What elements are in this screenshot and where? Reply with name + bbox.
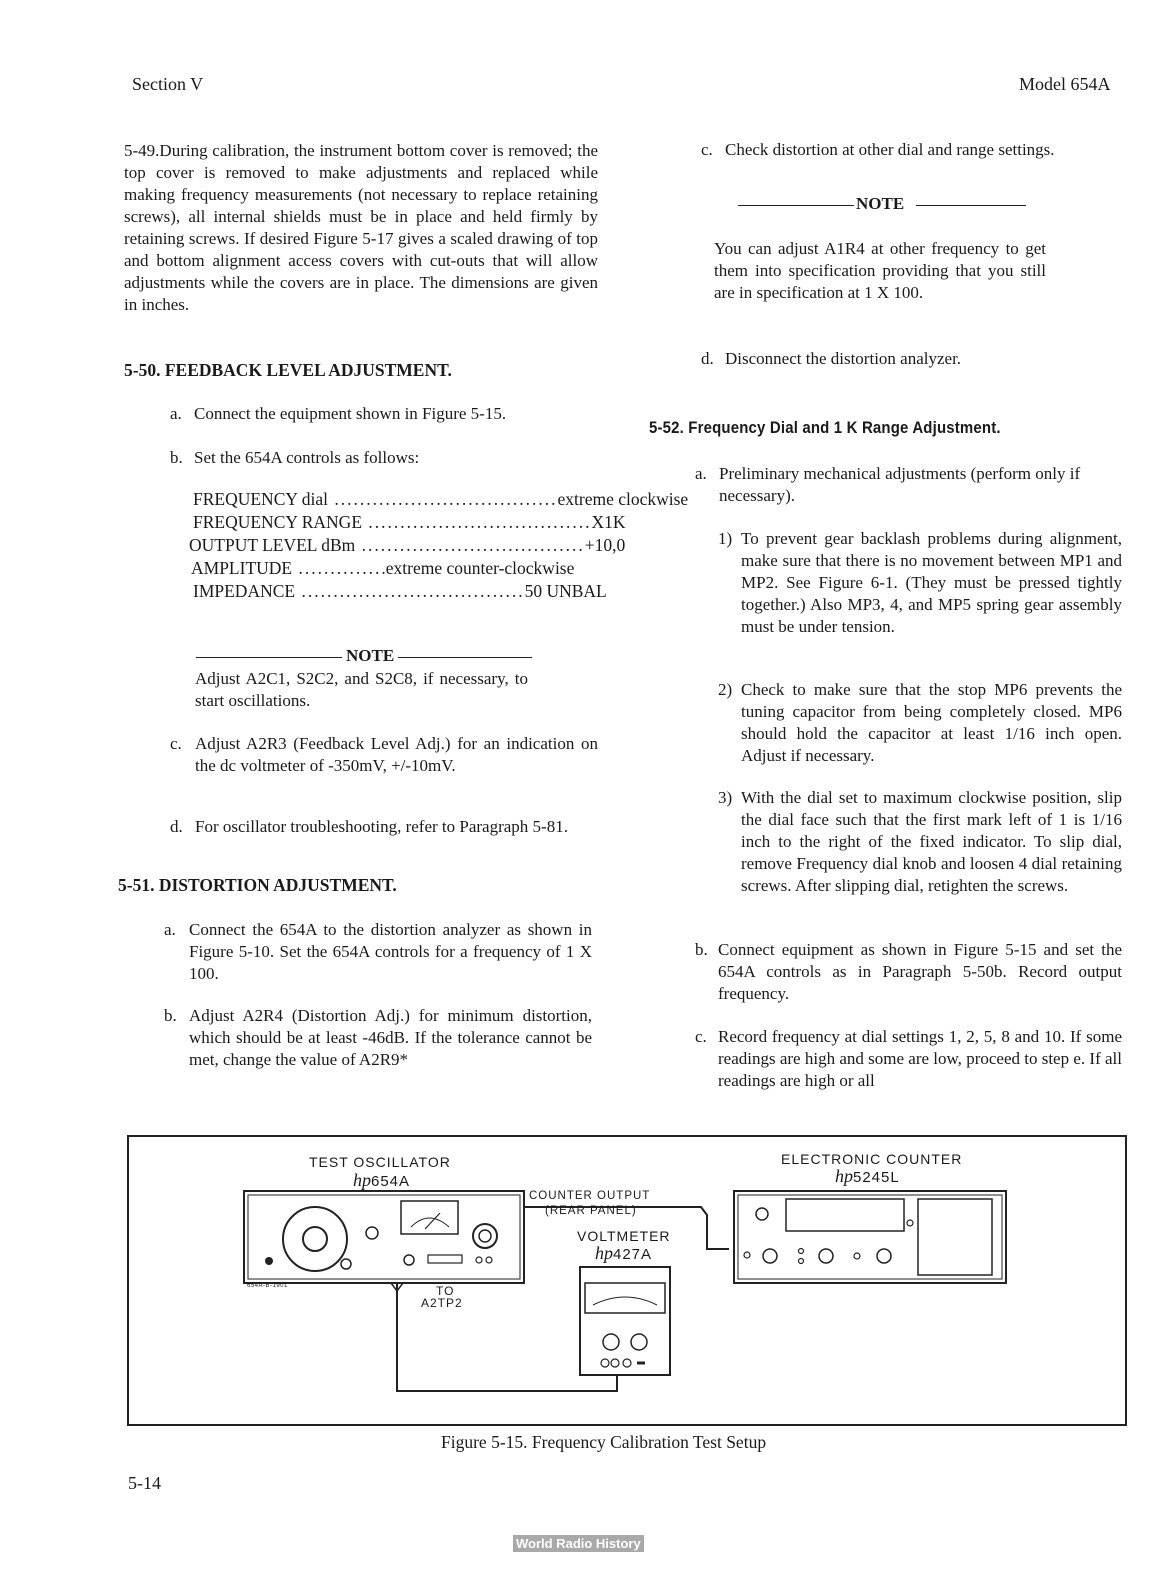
note-text: You can adjust A1R4 at other frequency to get them into specification providing that you still are in specification at 1 X 100. [714, 239, 1046, 302]
settings-row: AMPLITUDE ............. .extreme counter-clockwise [191, 558, 575, 578]
note-divider [196, 646, 532, 670]
test-setup-diagram [129, 1137, 1125, 1424]
counter-input-icon [744, 1252, 750, 1258]
step-text: Check distortion at other dial and range settings. [725, 140, 1055, 159]
settings-row: FREQUENCY RANGE ................................... X1K [193, 512, 626, 532]
step-marker: d. [701, 349, 714, 368]
oscillator-model-label: hp654A [353, 1170, 411, 1190]
hp-logo-mark: hp [353, 1170, 371, 1190]
step-text: With the dial set to maximum clockwise position, slip the dial face such that the first mark left of 1 is 1/16 inch to the right of the fixed indicator. To slip dial, remove Frequency dial knob and loosen 4 dial retaining screws. After slipping dial, retighten the screws. [741, 788, 1122, 895]
power-switch-icon [266, 1258, 272, 1264]
model-label: Model 654A [1019, 74, 1111, 94]
note-label: NOTE [856, 194, 905, 213]
range-knob-icon [341, 1259, 351, 1269]
settings-table [189, 489, 689, 604]
step-marker: b. [695, 940, 708, 959]
hp-logo-mark: hp [835, 1166, 853, 1186]
counter-plug-in-icon [918, 1199, 992, 1275]
amplitude-knob-center-icon [479, 1230, 491, 1242]
counter-body [734, 1191, 1006, 1283]
step-text: Disconnect the distortion analyzer. [725, 349, 962, 368]
sub-step-3 [718, 787, 1122, 897]
figure-5-15 [127, 1135, 1127, 1426]
step-text: For oscillator troubleshooting, refer to Paragraph 5-81. [195, 817, 568, 836]
voltmeter-knob-icon [631, 1334, 647, 1350]
to-label: TO [436, 1284, 455, 1298]
step-marker: 2) [718, 680, 733, 699]
step-5-52b [695, 939, 1122, 1005]
sub-step-2 [718, 679, 1122, 767]
step-marker: d. [170, 817, 183, 836]
voltmeter-terminal-icon [611, 1359, 619, 1367]
oscillator-title: TEST OSCILLATOR [309, 1154, 451, 1170]
step-text: Set the 654A controls as follows: [194, 448, 420, 467]
step-5-52a [695, 463, 1122, 507]
counter-power-icon [756, 1208, 768, 1220]
step-5-51c [701, 139, 1131, 161]
counter-jack-icon [854, 1253, 860, 1259]
rear-panel-label: (REAR PANEL) [545, 1205, 637, 1217]
step-5-50a [170, 403, 600, 425]
step-5-50d [170, 816, 598, 838]
section-label: Section V [132, 74, 204, 94]
figure-caption: Figure 5-15. Frequency Calibration Test Setup [441, 1432, 767, 1452]
step-text: To prevent gear backlash problems during alignment, make sure that there is no movement between MP1 and MP2. See Figure 6-1. (They must be pressed tightly together.) Also MP3, 4, and MP5 spring gear assembly must be under tension. [741, 529, 1122, 636]
step-5-51a [164, 919, 592, 985]
step-text: Record frequency at dial settings 1, 2, 5, 8 and 10. If some readings are high and some are low, proceed to step e. If all readings are high or all [718, 1027, 1122, 1090]
step-marker: c. [701, 140, 713, 159]
counter-display-icon [786, 1199, 904, 1231]
meter-needle-icon [425, 1213, 440, 1229]
oscillator-body [244, 1191, 524, 1283]
step-5-51d [701, 348, 1131, 370]
part-number: 654A-B-1901 [247, 1283, 288, 1289]
heading-5-50: 5-50. FEEDBACK LEVEL ADJUSTMENT. [124, 360, 452, 380]
frequency-dial-icon [283, 1207, 347, 1271]
heading-5-52: 5-52. Frequency Dial and 1 K Range Adjustment. [649, 418, 1001, 437]
page-number: 5-14 [128, 1473, 161, 1493]
step-text: Connect the 654A to the distortion analyzer as shown in Figure 5-10. Set the 654A controls for a frequency of 1 X 100. [189, 920, 592, 983]
step-text: Adjust A2R3 (Feedback Level Adj.) for an indication on the dc voltmeter of -350mV, +/-10mV. [195, 734, 598, 775]
counter-knob-icon [877, 1249, 891, 1263]
counter-indicator-icon [907, 1220, 913, 1226]
step-marker: b. [164, 1006, 177, 1025]
step-marker: a. [164, 920, 176, 939]
step-text: Check to make sure that the stop MP6 prevents the tuning capacitor from being completely closed. MP6 should hold the capacitor at least 1/16 inch open. Adjust if necessary. [741, 680, 1122, 765]
counter-knob-icon [763, 1249, 777, 1263]
step-marker: a. [695, 464, 707, 483]
watermark: World Radio History [513, 1535, 644, 1552]
note-text: Adjust A2C1, S2C2, and S2C8, if necessary, to start oscillations. [195, 669, 528, 710]
step-text: Connect equipment as shown in Figure 5-15 and set the 654A controls as in Paragraph 5-50b. Record output frequency. [718, 940, 1122, 1003]
step-marker: 3) [718, 788, 733, 807]
output-knob-icon [404, 1255, 414, 1265]
note-label: NOTE [346, 646, 395, 665]
counter-model-label: hp5245L [835, 1166, 900, 1186]
output-jack-icon [476, 1257, 482, 1263]
voltmeter-meter-icon [585, 1283, 665, 1313]
counter-panel [738, 1195, 1002, 1279]
counter-output-label: COUNTER OUTPUT [529, 1190, 651, 1202]
settings-row: FREQUENCY dial ................................... extreme clockwise [193, 489, 689, 509]
heading-5-51: 5-51. DISTORTION ADJUSTMENT. [118, 875, 397, 895]
counter-switch-icon [799, 1259, 804, 1264]
paragraph-5-49: 5-49.During calibration, the instrument bottom cover is removed; the top cover is removed to make adjustments and replaced while making frequency measurements (not necessary to replace retaining screws), all internal shields must be in place and held firmly by retaining screws. If desired Figure 5-17 gives a scaled drawing of top and bottom alignment access covers with cut-outs that will allow adjustments while the covers are in place. The dimensions are given in inches. [124, 141, 598, 314]
counter-switch-icon [799, 1249, 804, 1254]
meter-scale-icon [411, 1218, 449, 1227]
voltmeter-terminal-icon [623, 1359, 631, 1367]
voltmeter-knob-icon [603, 1334, 619, 1350]
output-switch-icon [428, 1255, 462, 1263]
step-5-51b [164, 1005, 592, 1071]
step-text: Adjust A2R4 (Distortion Adj.) for minimum distortion, which should be at least -46dB. If the tolerance cannot be met, change the value of A2R9* [189, 1006, 592, 1069]
step-marker: b. [170, 448, 183, 467]
step-marker: c. [170, 734, 182, 753]
step-text: Connect the equipment shown in Figure 5-15. [194, 404, 507, 423]
test-point-label: A2TP2 [421, 1296, 463, 1310]
hp-logo-mark: hp [595, 1243, 613, 1263]
counter-knob-icon [819, 1249, 833, 1263]
settings-row: IMPEDANCE ................................... 50 UNBAL [193, 581, 607, 601]
step-5-50c [170, 733, 598, 777]
output-jack-icon [486, 1257, 492, 1263]
voltmeter-title: VOLTMETER [577, 1228, 671, 1244]
step-marker: 1) [718, 529, 733, 548]
voltmeter-scale-icon [593, 1297, 657, 1305]
step-5-50b [170, 447, 600, 469]
counter-title: ELECTRONIC COUNTER [781, 1151, 963, 1167]
voltmeter-model-label: hp427A [595, 1243, 653, 1263]
vernier-knob-icon [366, 1227, 378, 1239]
note-divider [738, 194, 1026, 218]
amplitude-knob-icon [473, 1224, 497, 1248]
dial-knob-icon [303, 1227, 327, 1251]
sub-step-1 [718, 528, 1122, 638]
step-5-52c [695, 1026, 1122, 1092]
voltmeter-terminal-icon [601, 1359, 609, 1367]
step-marker: a. [170, 404, 182, 423]
step-text: Preliminary mechanical adjustments (perform only if necessary). [719, 464, 1081, 505]
settings-row: OUTPUT LEVEL dBm ................................... +10,0 [189, 535, 626, 555]
step-marker: c. [695, 1027, 707, 1046]
